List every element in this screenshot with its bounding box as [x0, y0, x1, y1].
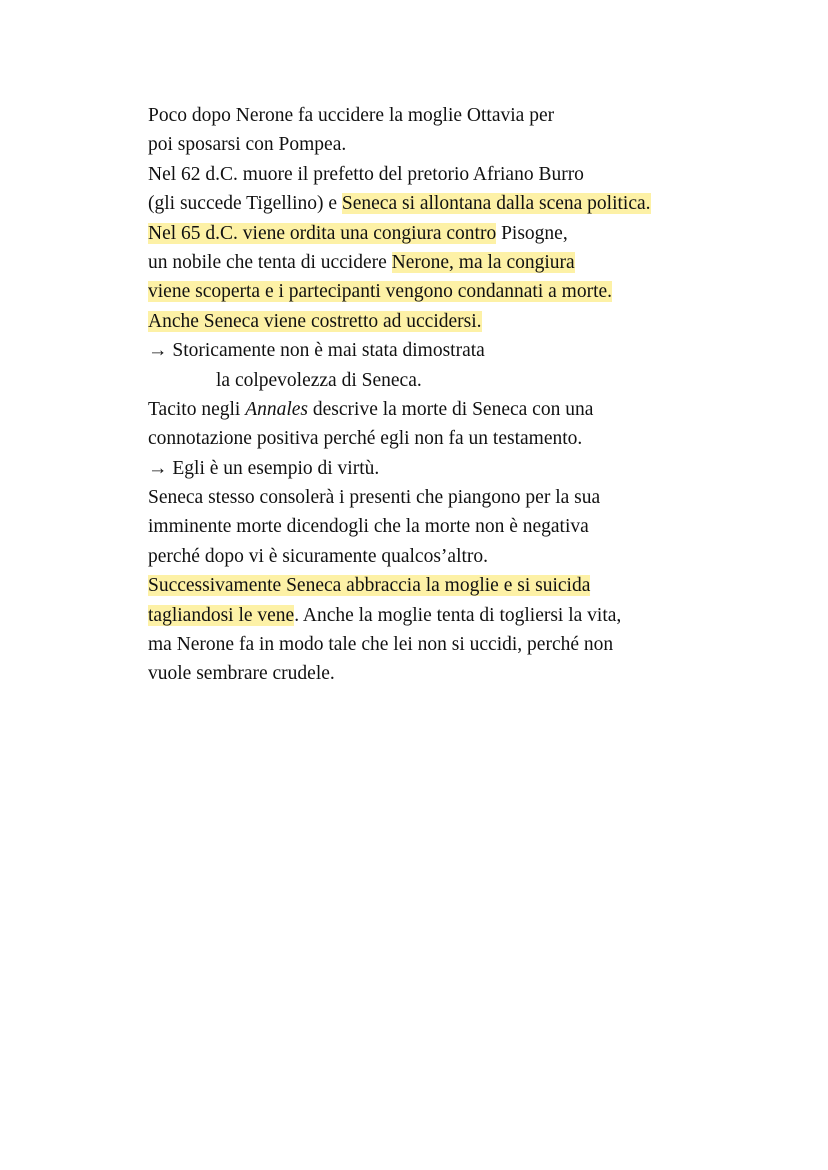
text-line [148, 248, 788, 277]
text-line [148, 189, 788, 218]
text-line [148, 130, 788, 159]
highlighted-text: Seneca si allontana dalla scena politica. [341, 193, 651, 215]
highlighted-text: viene scoperta e i partecipanti vengono condannati a morte. [148, 281, 613, 303]
text-run: Poco dopo Nerone fa uccidere la moglie Ottavia per [148, 105, 555, 126]
text-run: Nel 62 d.C. muore il prefetto del pretorio Afriano Burro [148, 163, 584, 185]
text-line [148, 219, 788, 248]
italic-title: Annales [245, 398, 309, 420]
text-line [148, 160, 788, 189]
highlighted-text: Successivamente Seneca abbraccia la moglie e si suicida [148, 575, 591, 597]
text-line [148, 101, 788, 130]
text-line [148, 571, 788, 600]
text-run: . Anche la moglie tenta di togliersi la vita, [294, 604, 622, 626]
text-run: descrive la morte di Seneca con una [308, 398, 594, 420]
text-run: (gli succede Tigellino) e [148, 193, 342, 215]
text-line [148, 277, 788, 306]
text-run: Seneca stesso consolerà i presenti che piangono per la sua [148, 487, 601, 509]
text-line [148, 512, 788, 541]
text-line [148, 601, 788, 630]
body-text [148, 101, 788, 689]
highlighted-text: tagliandosi le vene [148, 604, 295, 626]
text-run: la colpevolezza di Seneca. [216, 369, 422, 391]
text-line [148, 424, 788, 453]
text-run: Pisogne, [496, 222, 568, 244]
text-run: connotazione positiva perché egli non fa un testamento. [148, 428, 583, 450]
text-line [148, 542, 788, 571]
text-run: vuole sembrare crudele. [148, 663, 335, 685]
text-line [148, 395, 788, 424]
highlighted-text: Nel 65 d.C. viene ordita una congiura contro [148, 222, 497, 244]
highlighted-text: Nerone, ma la congiura [391, 251, 575, 273]
text-line [148, 659, 788, 688]
text-line [148, 483, 788, 512]
text-line [148, 307, 788, 336]
text-run: un nobile che tenta di uccidere [148, 251, 392, 273]
text-run: → Storicamente non è mai stata dimostrata [148, 340, 485, 362]
text-run: perché dopo vi è sicuramente qualcos’altro. [148, 545, 489, 567]
text-line [148, 630, 788, 659]
text-run: Tacito negli [148, 398, 246, 420]
text-run: → Egli è un esempio di virtù. [148, 457, 380, 479]
text-run: imminente morte dicendogli che la morte non è negativa [148, 516, 589, 538]
text-run: ma Nerone fa in modo tale che lei non si uccidi, perché non [148, 634, 614, 656]
text-line [148, 454, 788, 483]
highlighted-text: Anche Seneca viene costretto ad uccidersi. [148, 310, 482, 332]
text-line [148, 336, 788, 365]
text-run: poi sposarsi con Pompea. [148, 134, 347, 156]
text-line [148, 366, 788, 395]
